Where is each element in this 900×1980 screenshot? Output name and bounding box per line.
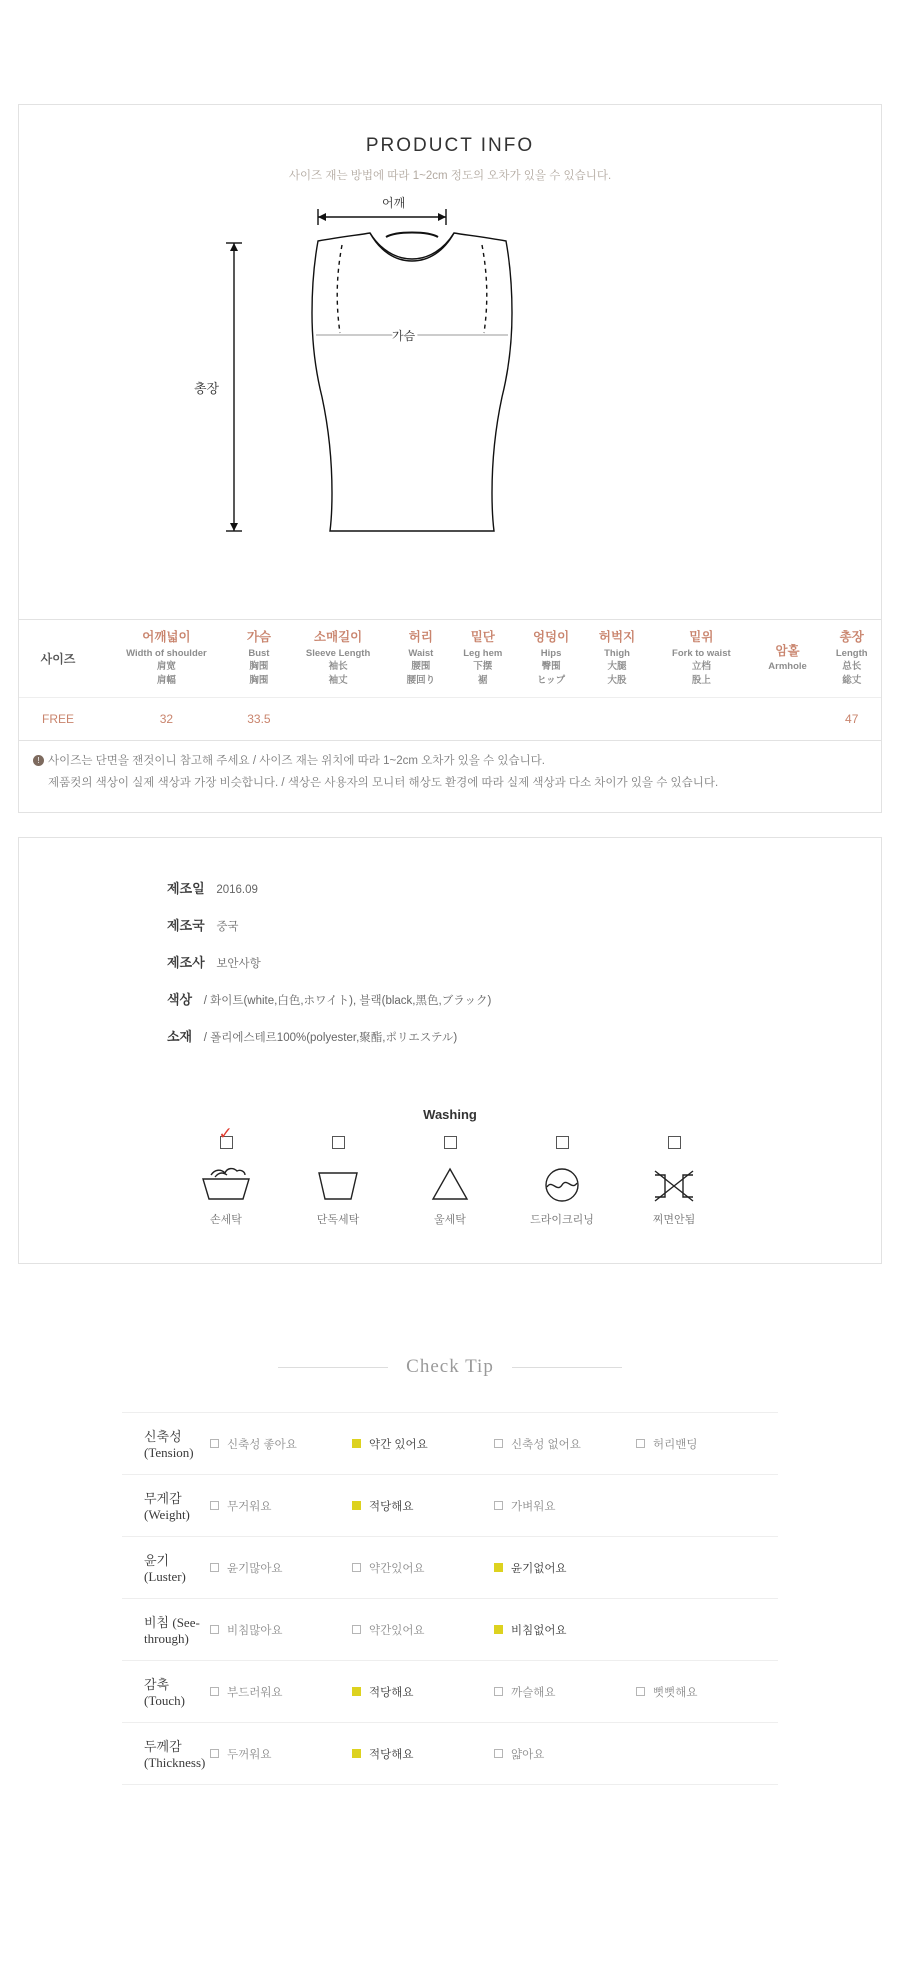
check-tip-label: 감촉 (Touch) <box>144 1677 185 1709</box>
size-col-waist <box>394 620 447 698</box>
checkbox-icon[interactable] <box>636 1439 645 1448</box>
col-cn: 腰围 <box>411 661 431 673</box>
checkbox-icon[interactable] <box>210 1563 219 1572</box>
check-option-label: 비침없어요 <box>511 1624 567 1637</box>
divider-right <box>512 1367 622 1368</box>
manufacture-key: 제조일 <box>167 881 205 897</box>
col-cn: 袖长 <box>328 661 348 673</box>
manufacture-value: 2016.09 <box>216 884 258 897</box>
size-col-bust <box>236 620 282 698</box>
check-option[interactable] <box>494 1746 636 1762</box>
col-kr: 허벅지 <box>598 630 636 644</box>
check-option-label: 약간 있어요 <box>369 1438 428 1451</box>
checkbox-icon[interactable] <box>352 1563 361 1572</box>
wash-label: 드라이크리닝 <box>530 1214 594 1227</box>
col-en: Waist <box>408 647 434 659</box>
manufacture-row-maker <box>19 952 881 971</box>
size-col-shoulder <box>97 620 236 698</box>
checkbox-icon[interactable] <box>494 1439 503 1448</box>
size-col-leghem <box>447 620 518 698</box>
check-tip-row-seethrough <box>122 1599 778 1661</box>
checkbox-icon[interactable] <box>494 1749 503 1758</box>
label-chest: 가슴 <box>392 329 416 343</box>
check-tip-table <box>122 1412 778 1785</box>
wash-checkbox <box>218 1124 233 1149</box>
col-cn2: 大股 <box>607 675 627 687</box>
checkbox-icon[interactable] <box>494 1501 503 1510</box>
corner-label-text: 사이즈 <box>40 651 76 666</box>
check-option-label: 무거워요 <box>227 1500 272 1513</box>
check-tip-label: 신축성 (Tension) <box>144 1429 194 1461</box>
col-cn2: 股上 <box>691 675 711 687</box>
check-option-label: 까슬해요 <box>511 1686 556 1699</box>
size-table-head <box>19 620 881 698</box>
col-cn: 肩宽 <box>156 661 176 673</box>
manufacture-key: 제조국 <box>167 918 205 934</box>
checkbox-checked-icon[interactable] <box>494 1625 503 1634</box>
checkbox-icon[interactable] <box>210 1625 219 1634</box>
col-cn: 大腿 <box>607 661 627 673</box>
divider-left <box>278 1367 388 1368</box>
check-option[interactable] <box>636 1684 778 1700</box>
col-cn2: 裾 <box>478 675 488 687</box>
wash-item-dry-clean <box>524 1136 600 1227</box>
check-tip-row-touch <box>122 1661 778 1723</box>
check-option[interactable] <box>352 1498 494 1514</box>
wash-item-no-steam <box>636 1136 712 1227</box>
note-line-1 <box>33 751 867 773</box>
col-cn2: 総丈 <box>842 675 862 687</box>
check-option[interactable] <box>494 1436 636 1452</box>
col-cn: 臀围 <box>541 661 561 673</box>
wash-label: 찌면안됨 <box>652 1214 696 1227</box>
check-tip-options <box>210 1475 778 1537</box>
check-option[interactable] <box>494 1622 636 1638</box>
checkbox-icon[interactable] <box>210 1439 219 1448</box>
checkbox-icon[interactable] <box>352 1625 361 1634</box>
manufacture-row-material <box>19 1026 881 1045</box>
size-name: FREE <box>19 697 97 740</box>
check-tip-options <box>210 1413 778 1475</box>
col-kr: 암홀 <box>775 643 800 658</box>
manufacture-key: 소재 <box>167 1029 193 1045</box>
col-en: Thigh <box>604 647 630 659</box>
note-line-2 <box>33 773 867 795</box>
washing-title: Washing <box>423 1107 477 1123</box>
size-value-waist <box>394 697 447 740</box>
manufacture-value: 중국 <box>216 921 239 934</box>
separate-wash-icon <box>300 1159 376 1205</box>
col-kr: 밑단 <box>470 630 495 644</box>
check-option-label: 가벼워요 <box>511 1500 556 1513</box>
size-value-length: 47 <box>822 697 881 740</box>
wash-item-wool-wash <box>412 1136 488 1227</box>
col-cn: 总长 <box>842 661 862 673</box>
garment-measurement-diagram <box>19 193 881 613</box>
size-col-thigh <box>584 620 650 698</box>
col-cn2: 肩幅 <box>156 675 176 687</box>
checkbox-checked-icon[interactable] <box>352 1501 361 1510</box>
size-col-sleeve <box>282 620 394 698</box>
wash-checkbox <box>556 1136 569 1149</box>
size-value-thigh <box>584 697 650 740</box>
col-cn: 下摆 <box>473 661 493 673</box>
col-en: Fork to waist <box>672 647 731 659</box>
size-col-hips <box>518 620 584 698</box>
checkbox-icon[interactable] <box>636 1687 645 1696</box>
check-option[interactable] <box>210 1746 352 1762</box>
col-en: Width of shoulder <box>126 647 207 659</box>
check-tip-row-thickness <box>122 1723 778 1785</box>
product-info-subtitle: 사이즈 재는 방법에 따라 1~2cm 정도의 오차가 있을 수 있습니다. <box>288 170 612 182</box>
check-option-label: 약간있어요 <box>369 1624 425 1637</box>
manufacture-key: 색상 <box>167 992 193 1008</box>
size-value-forktowaist <box>650 697 753 740</box>
size-col-forktowaist <box>650 620 753 698</box>
manufacture-row-date <box>19 878 881 897</box>
tank-top-line-drawing <box>190 193 710 593</box>
checkbox-checked-icon[interactable] <box>352 1687 361 1696</box>
col-cn: 胸围 <box>249 661 269 673</box>
wash-checkbox <box>444 1136 457 1149</box>
info-bullet-icon: ! <box>33 755 44 766</box>
checkbox-icon[interactable] <box>210 1501 219 1510</box>
check-option[interactable] <box>210 1498 352 1514</box>
product-info-notes <box>19 741 881 813</box>
check-option-label: 얇아요 <box>511 1748 545 1761</box>
col-kr: 밑위 <box>689 630 714 644</box>
checkbox-icon[interactable] <box>210 1687 219 1696</box>
product-info-section <box>18 104 882 813</box>
wool-wash-icon <box>412 1159 488 1205</box>
check-tip-options <box>210 1537 778 1599</box>
col-kr: 허리 <box>408 630 433 644</box>
check-option-label: 부드러워요 <box>227 1686 283 1699</box>
check-option[interactable] <box>494 1560 636 1576</box>
check-option-label: 윤기없어요 <box>511 1562 567 1575</box>
col-cn2: 袖丈 <box>328 675 348 687</box>
col-kr: 소매길이 <box>313 630 363 644</box>
size-value-armhole <box>753 697 823 740</box>
check-option-label: 적당해요 <box>369 1500 414 1513</box>
size-table-corner-label <box>19 620 97 698</box>
col-en: Length <box>835 647 868 659</box>
check-option-label: 뻣뻣해요 <box>653 1686 698 1699</box>
wash-label: 손세탁 <box>210 1214 242 1227</box>
size-value-hips <box>518 697 584 740</box>
wash-item-hand-wash <box>188 1124 264 1227</box>
check-tip-section <box>0 1356 900 1875</box>
label-shoulder: 어깨 <box>382 196 406 210</box>
check-tip-label: 비침 (See-through) <box>144 1615 200 1647</box>
dry-clean-icon <box>524 1159 600 1205</box>
size-table <box>19 619 881 741</box>
size-value-leghem <box>447 697 518 740</box>
col-cn2: 腰回り <box>406 675 436 687</box>
check-option-label: 신축성 좋아요 <box>227 1438 297 1451</box>
check-tip-options <box>210 1661 778 1723</box>
col-cn: 立档 <box>691 661 711 673</box>
checkbox-icon[interactable] <box>494 1687 503 1696</box>
check-option[interactable] <box>352 1560 494 1576</box>
col-kr: 어깨넓이 <box>142 630 191 644</box>
col-cn2: 胸围 <box>249 675 269 687</box>
label-total-length: 총장 <box>194 381 220 396</box>
check-option[interactable] <box>494 1498 636 1514</box>
col-kr: 가슴 <box>246 630 271 644</box>
size-value-shoulder: 32 <box>97 697 236 740</box>
size-value-sleeve <box>282 697 394 740</box>
wash-item-separate-wash <box>300 1136 376 1227</box>
check-option[interactable] <box>210 1436 352 1452</box>
size-table-body <box>19 697 881 740</box>
note-text-1: 사이즈는 단면을 잰것이니 참고해 주세요 / 사이즈 재는 위치에 따라 1~2cm 오차가 있을 수 있습니다. <box>48 754 545 767</box>
size-value-bust: 33.5 <box>236 697 282 740</box>
size-col-armhole <box>753 620 823 698</box>
checkbox-checked-icon[interactable] <box>352 1439 361 1448</box>
check-tip-label: 윤기 (Luster) <box>144 1553 186 1585</box>
manufacture-row-country <box>19 915 881 934</box>
check-option-label: 적당해요 <box>369 1686 414 1699</box>
col-cn2: ヒップ <box>536 675 566 687</box>
size-col-length <box>822 620 881 698</box>
check-option-label: 신축성 없어요 <box>511 1438 581 1451</box>
check-option-label: 약간있어요 <box>369 1562 425 1575</box>
wash-checkbox <box>332 1136 345 1149</box>
manufacture-key: 제조사 <box>167 955 205 971</box>
check-option[interactable] <box>210 1560 352 1576</box>
manufacture-value: / 화이트(white,白色,ホワイト), 블랙(black,黑色,ブラック) <box>203 995 492 1008</box>
col-kr: 총장 <box>839 630 864 644</box>
check-tip-label: 두께감 (Thickness) <box>144 1739 206 1771</box>
check-option-label: 적당해요 <box>369 1748 414 1761</box>
no-steam-icon <box>636 1159 712 1205</box>
checkbox-checked-icon[interactable] <box>494 1563 503 1572</box>
col-en: Armhole <box>768 661 807 673</box>
check-option[interactable] <box>352 1622 494 1638</box>
check-option-label: 두꺼워요 <box>227 1748 272 1761</box>
hand-wash-icon <box>188 1159 264 1205</box>
check-tip-header <box>0 1356 900 1378</box>
check-option[interactable] <box>494 1684 636 1700</box>
check-option[interactable] <box>210 1684 352 1700</box>
wash-label: 울세탁 <box>434 1214 466 1227</box>
check-tip-options <box>210 1723 778 1785</box>
product-info-title: PRODUCT INFO <box>365 135 535 156</box>
manufacture-value: 보안사항 <box>216 958 261 971</box>
manufacture-value: / 폴리에스테르100%(polyester,聚酯,ポリエステル) <box>203 1032 458 1045</box>
table-row <box>19 697 881 740</box>
check-option[interactable] <box>352 1746 494 1762</box>
red-check-icon: ✓ <box>218 1124 233 1144</box>
wash-checkbox <box>668 1136 681 1149</box>
check-option-label: 윤기많아요 <box>227 1562 283 1575</box>
check-option[interactable] <box>352 1436 494 1452</box>
wash-label: 단독세탁 <box>316 1214 360 1227</box>
checkbox-icon[interactable] <box>210 1749 219 1758</box>
col-en: Hips <box>540 647 562 659</box>
manufacture-info-section <box>18 837 882 1264</box>
manufacture-row-color <box>19 989 881 1008</box>
checkbox-checked-icon[interactable] <box>352 1749 361 1758</box>
col-en: Sleeve Length <box>305 647 371 659</box>
col-kr: 엉덩이 <box>532 630 570 644</box>
check-tip-row-tension <box>122 1413 778 1475</box>
check-option-label: 허리밴딩 <box>653 1438 698 1451</box>
col-en: Bust <box>248 647 270 659</box>
check-tip-options <box>210 1599 778 1661</box>
check-tip-title: Check Tip <box>406 1356 494 1378</box>
check-tip-row-luster <box>122 1537 778 1599</box>
washing-instruction-list <box>19 1124 881 1227</box>
check-tip-label: 무게감 (Weight) <box>144 1491 190 1523</box>
check-option-label: 비침많아요 <box>227 1624 283 1637</box>
col-en: Leg hem <box>463 647 503 659</box>
check-option[interactable] <box>352 1684 494 1700</box>
check-tip-row-weight <box>122 1475 778 1537</box>
check-option[interactable] <box>210 1622 352 1638</box>
note-text-2: 제품컷의 색상이 실제 색상과 가장 비슷합니다. / 색상은 사용자의 모니터 해상도 환경에 따라 실제 색상과 다소 차이가 있을 수 있습니다. <box>48 776 719 789</box>
check-option[interactable] <box>636 1436 778 1452</box>
size-table-header-row <box>19 620 881 698</box>
product-detail-page <box>0 104 900 1980</box>
